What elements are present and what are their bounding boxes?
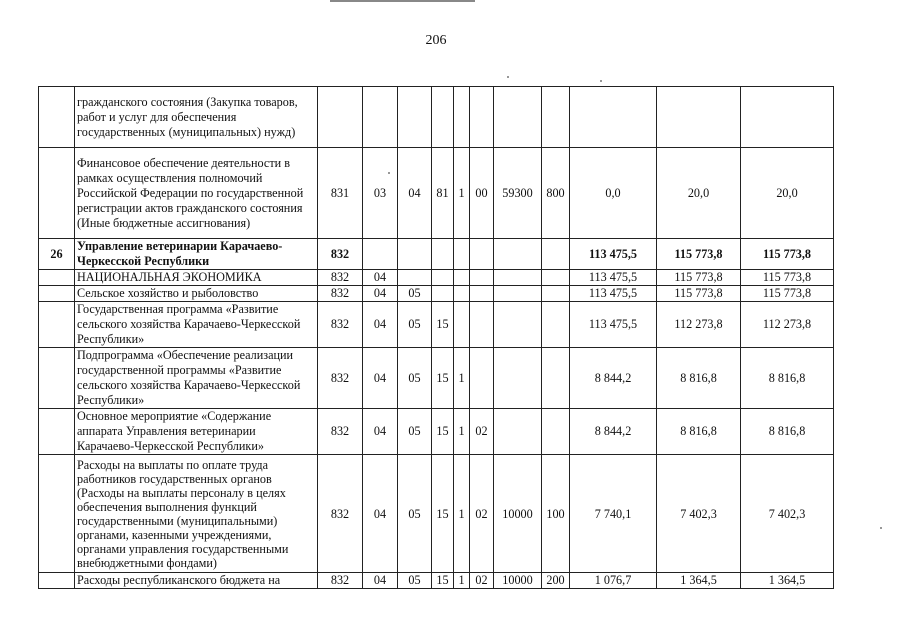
- scan-speck: [507, 76, 509, 78]
- table-row: [39, 348, 834, 409]
- row-index: [39, 573, 75, 589]
- table-row: [39, 239, 834, 270]
- code-section: [363, 239, 398, 270]
- code-subprogram: [454, 302, 470, 348]
- code-subsection: 05: [398, 286, 432, 302]
- amount-year-1: 113 475,5: [570, 239, 657, 270]
- table-row: [39, 148, 834, 239]
- row-index: [39, 270, 75, 286]
- code-subsection: [398, 87, 432, 148]
- row-name: НАЦИОНАЛЬНАЯ ЭКОНОМИКА: [75, 270, 318, 286]
- code-ministry: 832: [318, 270, 363, 286]
- code-program: 15: [432, 348, 454, 409]
- code-expense-type: 800: [542, 148, 570, 239]
- amount-year-3: 8 816,8: [741, 348, 834, 409]
- code-expense-type: [542, 87, 570, 148]
- code-expense-type: [542, 239, 570, 270]
- code-section: 04: [363, 455, 398, 573]
- scan-speck: [880, 527, 882, 529]
- row-name: Подпрограмма «Обеспечение реализации государственной программы «Развитие сельского хозяйства Карачаево-Черкесской Республики»: [75, 348, 318, 409]
- code-direction: [494, 87, 542, 148]
- code-program: [432, 270, 454, 286]
- code-expense-type: [542, 270, 570, 286]
- amount-year-2: 8 816,8: [657, 348, 741, 409]
- row-index: [39, 348, 75, 409]
- amount-year-2: 115 773,8: [657, 286, 741, 302]
- code-direction: 59300: [494, 148, 542, 239]
- code-section: 04: [363, 409, 398, 455]
- table-row: [39, 87, 834, 148]
- amount-year-2: 20,0: [657, 148, 741, 239]
- amount-year-2: 112 273,8: [657, 302, 741, 348]
- code-expense-type: 200: [542, 573, 570, 589]
- code-subprogram: [454, 270, 470, 286]
- code-section: 03: [363, 148, 398, 239]
- page-number: 206: [425, 33, 447, 48]
- code-section: 04: [363, 286, 398, 302]
- table-row: [39, 409, 834, 455]
- code-subsection: 05: [398, 302, 432, 348]
- code-direction: 10000: [494, 573, 542, 589]
- amount-year-3: 115 773,8: [741, 239, 834, 270]
- amount-year-1: [570, 87, 657, 148]
- code-subsection: [398, 239, 432, 270]
- amount-year-2: [657, 87, 741, 148]
- code-ministry: 832: [318, 348, 363, 409]
- amount-year-3: 1 364,5: [741, 573, 834, 589]
- row-name: Основное мероприятие «Содержание аппарата Управления ветеринарии Карачаево-Черкесской Республики»: [75, 409, 318, 455]
- amount-year-3: 115 773,8: [741, 286, 834, 302]
- code-subprogram: [454, 286, 470, 302]
- code-expense-type: [542, 286, 570, 302]
- table-row: [39, 573, 834, 589]
- code-event: [470, 270, 494, 286]
- code-section: 04: [363, 302, 398, 348]
- code-subprogram: 1: [454, 348, 470, 409]
- amount-year-1: 1 076,7: [570, 573, 657, 589]
- amount-year-1: 0,0: [570, 148, 657, 239]
- code-subsection: 05: [398, 348, 432, 409]
- code-ministry: 832: [318, 573, 363, 589]
- code-section: 04: [363, 573, 398, 589]
- code-program: 15: [432, 302, 454, 348]
- code-expense-type: [542, 348, 570, 409]
- code-subsection: 05: [398, 409, 432, 455]
- code-subprogram: 1: [454, 455, 470, 573]
- row-index: [39, 455, 75, 573]
- code-ministry: 832: [318, 239, 363, 270]
- code-direction: [494, 286, 542, 302]
- code-ministry: 832: [318, 302, 363, 348]
- row-index: [39, 148, 75, 239]
- top-edge-line: [330, 0, 475, 2]
- code-expense-type: [542, 409, 570, 455]
- code-program: [432, 286, 454, 302]
- amount-year-2: 115 773,8: [657, 239, 741, 270]
- code-program: 15: [432, 573, 454, 589]
- code-program: 15: [432, 409, 454, 455]
- table-row: [39, 455, 834, 573]
- code-section: 04: [363, 270, 398, 286]
- code-expense-type: [542, 302, 570, 348]
- row-name: гражданского состояния (Закупка товаров, работ и услуг для обеспечения государственных (муниципальных) нужд): [75, 87, 318, 148]
- row-name: Расходы на выплаты по оплате труда работников государственных органов (Расходы на выплаты персоналу в целях обеспечения выполнения функций государственными (муниципальными) органами, казенными учреждениями, органами управления государственными внебюджетными фондами): [75, 455, 318, 573]
- code-ministry: [318, 87, 363, 148]
- row-index: [39, 286, 75, 302]
- amount-year-3: 20,0: [741, 148, 834, 239]
- row-index: [39, 409, 75, 455]
- amount-year-3: [741, 87, 834, 148]
- code-section: [363, 87, 398, 148]
- amount-year-1: 113 475,5: [570, 270, 657, 286]
- code-subprogram: 1: [454, 573, 470, 589]
- code-program: [432, 239, 454, 270]
- amount-year-2: 7 402,3: [657, 455, 741, 573]
- code-direction: [494, 409, 542, 455]
- amount-year-1: 113 475,5: [570, 302, 657, 348]
- amount-year-1: 113 475,5: [570, 286, 657, 302]
- amount-year-3: 115 773,8: [741, 270, 834, 286]
- code-subsection: 05: [398, 573, 432, 589]
- code-event: [470, 239, 494, 270]
- code-direction: [494, 270, 542, 286]
- row-index: 26: [39, 239, 75, 270]
- code-direction: 10000: [494, 455, 542, 573]
- code-event: 02: [470, 455, 494, 573]
- amount-year-2: 1 364,5: [657, 573, 741, 589]
- row-name: Финансовое обеспечение деятельности в рамках осуществления полномочий Российской Федерации по государственной регистрации актов гражданского состояния (Иные бюджетные ассигнования): [75, 148, 318, 239]
- code-subprogram: [454, 87, 470, 148]
- code-subprogram: 1: [454, 148, 470, 239]
- row-name: Сельское хозяйство и рыболовство: [75, 286, 318, 302]
- amount-year-2: 8 816,8: [657, 409, 741, 455]
- scan-speck: [600, 80, 602, 82]
- amount-year-3: 8 816,8: [741, 409, 834, 455]
- code-ministry: 832: [318, 409, 363, 455]
- code-program: 15: [432, 455, 454, 573]
- code-direction: [494, 348, 542, 409]
- code-subsection: 05: [398, 455, 432, 573]
- code-event: [470, 286, 494, 302]
- code-event: 00: [470, 148, 494, 239]
- row-index: [39, 302, 75, 348]
- amount-year-2: 115 773,8: [657, 270, 741, 286]
- code-ministry: 832: [318, 455, 363, 573]
- code-event: 02: [470, 573, 494, 589]
- amount-year-1: 8 844,2: [570, 348, 657, 409]
- row-name: Государственная программа «Развитие сельского хозяйства Карачаево-Черкесской Республики»: [75, 302, 318, 348]
- code-direction: [494, 239, 542, 270]
- code-ministry: 832: [318, 286, 363, 302]
- code-direction: [494, 302, 542, 348]
- row-index: [39, 87, 75, 148]
- amount-year-1: 7 740,1: [570, 455, 657, 573]
- code-program: [432, 87, 454, 148]
- code-program: 81: [432, 148, 454, 239]
- row-name: Управление ветеринарии Карачаево-Черкесской Республики: [75, 239, 318, 270]
- code-event: 02: [470, 409, 494, 455]
- code-subsection: 04: [398, 148, 432, 239]
- code-event: [470, 348, 494, 409]
- code-subprogram: [454, 239, 470, 270]
- code-event: [470, 87, 494, 148]
- code-subprogram: 1: [454, 409, 470, 455]
- code-event: [470, 302, 494, 348]
- budget-table: [38, 86, 834, 589]
- table-row: [39, 270, 834, 286]
- code-section: 04: [363, 348, 398, 409]
- table-row: [39, 286, 834, 302]
- table-row: [39, 302, 834, 348]
- code-subsection: [398, 270, 432, 286]
- row-name: Расходы республиканского бюджета на: [75, 573, 318, 589]
- amount-year-3: 112 273,8: [741, 302, 834, 348]
- amount-year-1: 8 844,2: [570, 409, 657, 455]
- amount-year-3: 7 402,3: [741, 455, 834, 573]
- code-ministry: 831: [318, 148, 363, 239]
- code-expense-type: 100: [542, 455, 570, 573]
